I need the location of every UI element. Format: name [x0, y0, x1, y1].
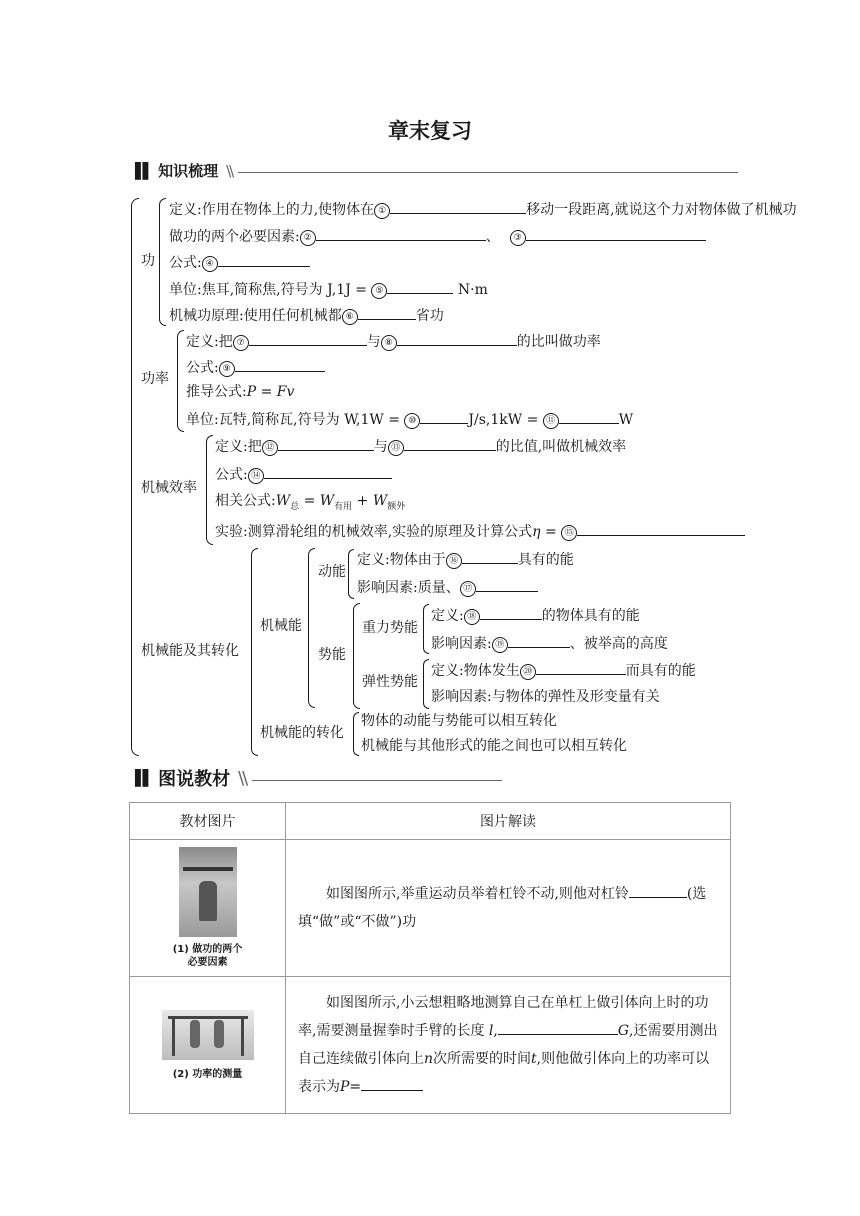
textbook-table: [129, 802, 731, 1114]
power-definition: 定义:把 ⑦ 与 ⑧ 的比叫做功率: [186, 331, 601, 351]
answer-blank[interactable]: [498, 1020, 618, 1035]
gravity-factor: 影响因素: ⑲ 、被举高的高度: [431, 633, 668, 653]
conversion-2: 机械能与其他形式的能之间也可以相互转化: [361, 738, 627, 754]
kinetic-factor: 影响因素:质量、 ⑰: [357, 577, 538, 597]
efficiency-label: 机械效率: [141, 480, 197, 496]
conversion-brace: [353, 712, 359, 756]
power-brace: [177, 330, 184, 432]
gravity-brace: [423, 604, 429, 654]
blank-5[interactable]: [387, 279, 453, 294]
table-row: [130, 977, 731, 1114]
table-header-row: [130, 803, 731, 840]
efficiency-experiment: 实验:测算滑轮组的机械效率,实验的原理及计算公式η = ⑮: [215, 521, 745, 541]
blank-3[interactable]: [526, 226, 706, 241]
blank-13[interactable]: [404, 436, 496, 451]
elastic-label: 弹性势能: [362, 674, 418, 690]
pullup-image: [162, 1010, 254, 1060]
page-title: 章末复习: [388, 119, 472, 143]
answer-blank[interactable]: [361, 1076, 423, 1091]
blank-7[interactable]: [249, 331, 367, 346]
conversion-label: 机械能的转化: [260, 725, 344, 741]
blank-20[interactable]: [536, 660, 626, 675]
blank-6[interactable]: [358, 305, 416, 320]
work-definition: 定义:作用在物体上的力,使物体在 ① 移动一段距离,就说这个力对物体做了机械功: [169, 199, 797, 219]
table-row: [130, 840, 731, 977]
picture-cell: [130, 840, 286, 977]
section-mark-icon: ▌▌: [135, 769, 151, 787]
power-derived: 推导公式:P = Fv: [186, 384, 295, 400]
blank-2[interactable]: [316, 226, 486, 241]
power-unit: 单位:瓦特,简称瓦,符号为 W,1W = ⑩ J/s,1kW = ⑪ W: [186, 409, 633, 429]
blank-1[interactable]: [390, 199, 526, 214]
blank-19[interactable]: [508, 633, 570, 648]
blank-16[interactable]: [462, 549, 518, 564]
elastic-brace: [423, 659, 429, 709]
reading-cell: 如图图所示,小云想粗略地测算自己在单杠上做引体向上时的功率,需要测量握拳时手臂的长度 l, G,还需要用测出自己连续做引体向上n次所需要的时间t,则他做引体向上的功率可以表示为P=: [286, 977, 731, 1114]
efficiency-brace: [206, 435, 213, 545]
weightlifter-image: [179, 847, 237, 937]
work-label: 功: [141, 253, 155, 269]
blank-9[interactable]: [235, 357, 325, 372]
me-brace: [308, 548, 315, 708]
gravity-label: 重力势能: [362, 620, 418, 636]
work-principle: 机械功原理:使用任何机械都 ⑥ 省功: [169, 305, 444, 325]
mech-energy-brace: [251, 548, 258, 756]
kinetic-label: 动能: [318, 564, 346, 580]
kinetic-definition: 定义:物体由于 ⑯ 具有的能: [357, 549, 574, 569]
section-rule: [252, 780, 502, 781]
slash-decoration-icon: \\: [226, 161, 233, 180]
efficiency-related-formula: 相关公式$:W_总 = W_{有用} + W_{额外}$: [215, 493, 406, 512]
potential-brace: [353, 603, 360, 709]
reading-cell: 如图图所示,举重运动员举着杠铃不动,则他对杠铃 (选填“做”或“不做”)功: [286, 840, 731, 977]
column-header-reading: 图片解读: [286, 803, 731, 840]
blank-4[interactable]: [218, 252, 310, 267]
power-label: 功率: [141, 371, 169, 387]
slash-decoration-icon: \\: [238, 767, 247, 789]
blank-15[interactable]: [577, 521, 745, 536]
column-header-picture: 教材图片: [130, 803, 286, 840]
work-unit: 单位:焦耳,简称焦,符号为 J,1J = ⑤ N·m: [169, 279, 488, 299]
conversion-1: 物体的动能与势能可以相互转化: [361, 713, 557, 729]
blank-18[interactable]: [480, 605, 542, 620]
gravity-definition: 定义: ⑱ 的物体具有的能: [431, 605, 640, 625]
section-mark-icon: ▌▌: [135, 161, 151, 180]
me-label: 机械能: [260, 618, 302, 634]
kinetic-brace: [348, 549, 354, 599]
blank-12[interactable]: [278, 436, 374, 451]
blank-11[interactable]: [559, 409, 619, 424]
blank-17[interactable]: [476, 577, 538, 592]
blank-8[interactable]: [397, 331, 517, 346]
elastic-factor: 影响因素:与物体的弹性及形变量有关: [431, 689, 660, 705]
picture-cell: [130, 977, 286, 1114]
efficiency-definition: 定义:把 ⑫ 与 ⑬ 的比值,叫做机械效率: [215, 436, 626, 456]
work-formula: 公式: ④: [169, 252, 310, 272]
picture-caption: (1) 做功的两个 必要因素: [172, 944, 243, 968]
section-title: 知识梳理: [158, 162, 219, 180]
answer-blank[interactable]: [629, 883, 687, 898]
mech-energy-label: 机械能及其转化: [141, 643, 239, 659]
efficiency-formula: 公式: ⑭: [215, 464, 392, 484]
work-factors: 做功的两个必要因素: ② 、 ③: [169, 226, 706, 246]
picture-caption: (2) 功率的测量: [172, 1068, 243, 1080]
outer-brace: [131, 198, 139, 756]
blank-10[interactable]: [420, 409, 468, 424]
elastic-definition: 定义:物体发生 ⑳ 而具有的能: [431, 660, 696, 680]
section-rule: [238, 172, 738, 173]
work-brace: [159, 198, 166, 326]
section-heading-textbook: [135, 765, 502, 791]
section-heading-knowledge: [135, 160, 738, 181]
power-formula: 公式: ⑨: [186, 357, 325, 377]
potential-label: 势能: [318, 647, 346, 663]
section-title: 图说教材: [158, 769, 231, 790]
blank-14[interactable]: [264, 464, 392, 479]
